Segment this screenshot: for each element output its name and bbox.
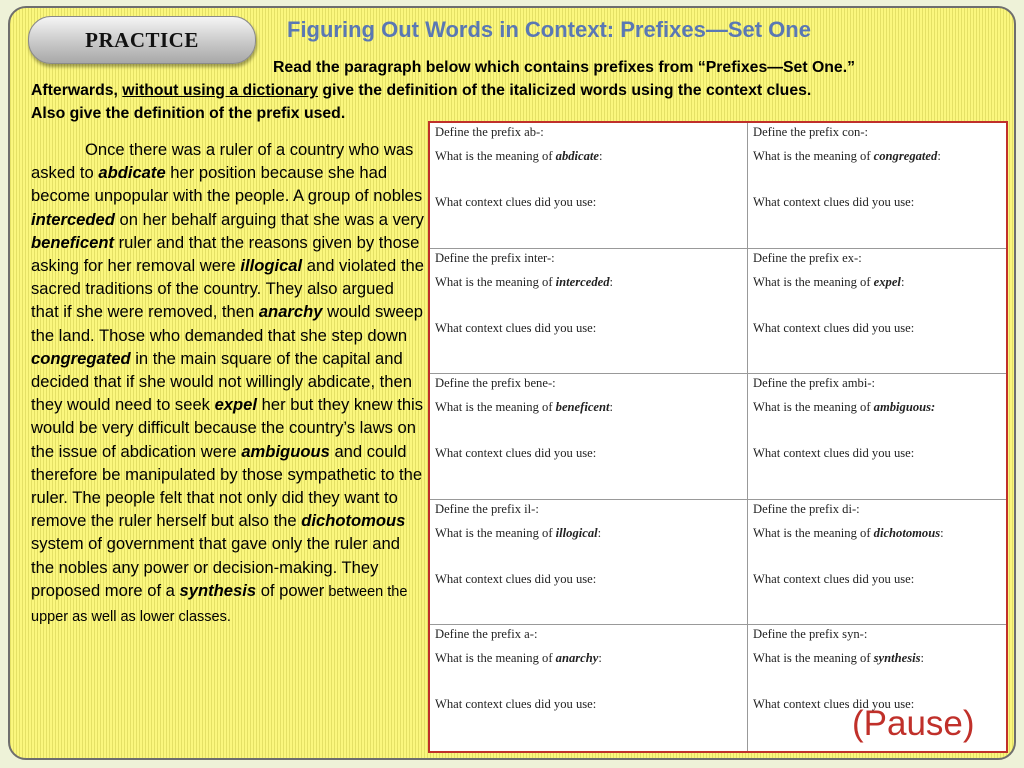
colon: : [900, 274, 905, 289]
passage-text: in the main square of the capital and decided that if she would not willingly abdicate, then they would need to seek [31, 348, 412, 415]
passage-text: of power [256, 580, 325, 600]
italic-vocab-word: illogical [240, 256, 303, 276]
instructions-line-2-end: give the definition of the italicized words using the context clues. [318, 82, 812, 99]
prefix-cell [748, 374, 1006, 500]
passage-text: between the upper as well as lower classes. [31, 583, 408, 626]
instructions-line-2 [31, 79, 1016, 102]
vocab-word: abdicate [555, 149, 600, 163]
italic-vocab-word: ambiguous [241, 441, 330, 461]
colon: : [937, 149, 941, 163]
meaning-question [435, 651, 602, 666]
italic-vocab-word: beneficent [31, 232, 114, 252]
meaning-prefix-text: What is the meaning of [435, 274, 556, 289]
passage-text: Once there was a ruler of a country who was asked to [31, 140, 414, 183]
context-clues-question: What context clues did you use: [435, 571, 597, 586]
meaning-prefix-text: What is the meaning of [753, 274, 874, 289]
prefix-question: Define the prefix di-: [753, 501, 860, 516]
prefix-question: Define the prefix ex-: [753, 250, 862, 265]
passage-text: would sweep the land. Those who demanded that she step down [31, 302, 424, 345]
meaning-question [435, 275, 613, 290]
prefix-question: Define the prefix con-: [753, 125, 869, 139]
meaning-question [753, 149, 941, 164]
meaning-question [753, 651, 924, 666]
context-clues-question: What context clues did you use: [435, 697, 597, 712]
prefix-cell [430, 625, 748, 751]
italic-vocab-word: interceded [31, 209, 115, 229]
context-clues-question: What context clues did you use: [435, 446, 597, 461]
passage-text: ruler and that the reasons given by those asking for her removal were [31, 232, 420, 276]
meaning-prefix-text: What is the meaning of [435, 651, 556, 666]
vocab-word: illogical [555, 525, 598, 540]
practice-badge: PRACTICE [28, 16, 256, 64]
meaning-question [435, 400, 613, 415]
prefix-question: Define the prefix bene-: [435, 376, 556, 391]
meaning-question [753, 400, 935, 415]
colon: : [597, 525, 602, 540]
meaning-question [435, 149, 603, 164]
meaning-question [753, 275, 904, 290]
prefix-question: Define the prefix ambi-: [753, 376, 876, 391]
passage-text: system of government that gave only the ruler and the nobles any power or decision-making. They proposed more of a [31, 534, 400, 600]
context-clues-question: What context clues did you use: [753, 446, 915, 461]
prefix-cell [430, 249, 748, 375]
prefix-cell [748, 500, 1006, 626]
vocab-word: beneficent [555, 400, 610, 415]
colon: : [599, 149, 603, 163]
passage-text: her position because she had become unpopular with the people. A group of nobles [31, 163, 423, 206]
instructions-underlined-phrase: without using a dictionary [122, 82, 319, 99]
prefix-question: Define the prefix a-: [435, 627, 538, 642]
meaning-question [435, 526, 601, 541]
prefix-question: Define the prefix syn-: [753, 627, 868, 642]
instructions-line-1: Read the paragraph below which contains prefixes from “Prefixes—Set One.” [273, 59, 856, 76]
context-clues-question: What context clues did you use: [753, 195, 915, 209]
prefix-question: Define the prefix ab-: [435, 125, 544, 139]
meaning-prefix-text: What is the meaning of [753, 400, 874, 415]
prefix-cell [430, 374, 748, 500]
italic-vocab-word: anarchy [258, 302, 323, 322]
vocab-word: interceded [555, 274, 610, 289]
italic-vocab-word: abdicate [98, 163, 166, 183]
prefix-cell [430, 123, 748, 249]
vocab-word: synthesis [873, 651, 921, 666]
slide [8, 6, 1016, 760]
meaning-prefix-text: What is the meaning of [435, 149, 556, 163]
meaning-prefix-text: What is the meaning of [435, 400, 556, 415]
prefix-cell [430, 500, 748, 626]
prefix-cell [748, 123, 1006, 249]
prefix-question: Define the prefix inter-: [435, 250, 555, 265]
italic-vocab-word: expel [214, 395, 258, 415]
page-title: Figuring Out Words in Context: Prefixes—Set One [287, 17, 811, 42]
colon: : [609, 274, 614, 289]
passage-text: her but they knew this would be very difficult because the country’s laws on the issue of abdication were [31, 395, 424, 461]
meaning-prefix-text: What is the meaning of [435, 525, 556, 540]
context-clues-question: What context clues did you use: [753, 571, 915, 586]
meaning-prefix-text: What is the meaning of [753, 525, 874, 540]
colon: : [920, 651, 925, 666]
italic-vocab-word: dichotomous [301, 511, 406, 531]
vocab-word: congregated [873, 149, 938, 163]
context-clues-question: What context clues did you use: [753, 320, 915, 335]
vocab-word: ambiguous: [873, 400, 936, 415]
meaning-prefix-text: What is the meaning of [753, 149, 874, 163]
prefix-cell [748, 249, 1006, 375]
prefix-question: Define the prefix il-: [435, 501, 539, 516]
context-clues-question: What context clues did you use: [435, 195, 597, 209]
colon: : [940, 525, 944, 540]
prefix-table [428, 121, 1008, 753]
passage-text: and could therefore be manipulated by those sympathetic to the ruler. The people felt that not only did they want to remove the ruler herself but also the [31, 441, 423, 531]
italic-vocab-word: synthesis [179, 580, 257, 600]
italic-vocab-word: congregated [31, 348, 131, 368]
passage-text: and violated the sacred traditions of the country. They also argued that if she were removed, then [31, 256, 424, 322]
colon: : [609, 400, 614, 415]
passage-paragraph [31, 138, 425, 629]
context-clues-question: What context clues did you use: [753, 697, 915, 712]
meaning-question [753, 526, 944, 541]
pause-label: (Pause) [852, 704, 975, 743]
context-clues-question: What context clues did you use: [435, 320, 597, 335]
vocab-word: anarchy [555, 651, 599, 666]
meaning-prefix-text: What is the meaning of [753, 651, 874, 666]
instructions-line-3: Also give the definition of the prefix used. [31, 105, 346, 122]
instructions [31, 56, 1016, 125]
passage-text: on her behalf arguing that she was a very [114, 209, 424, 229]
vocab-word: expel [873, 274, 901, 289]
colon: : [598, 651, 602, 666]
instructions-line-2-start: Afterwards, [31, 82, 123, 99]
vocab-word: dichotomous [873, 525, 941, 540]
